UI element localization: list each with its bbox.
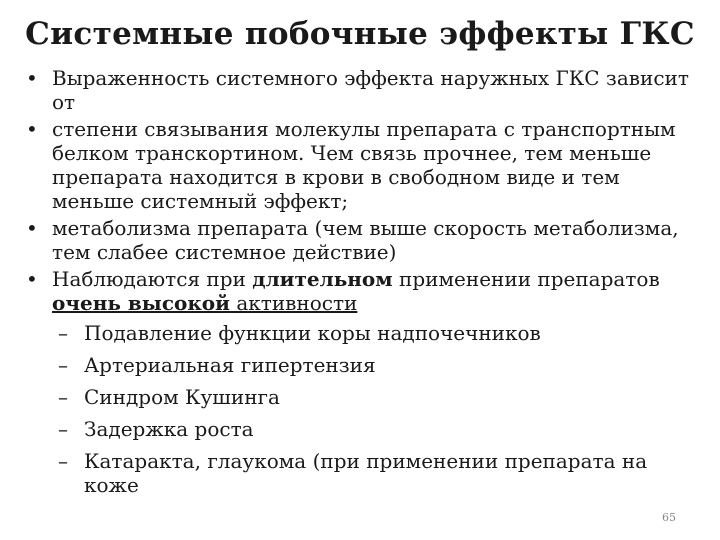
bullet-marker: • (26, 117, 38, 141)
bullet-marker: • (26, 267, 38, 291)
bullet-text-4-underline: активности (229, 291, 358, 315)
sub-item (26, 321, 708, 345)
dash-marker: – (58, 321, 68, 345)
dash-marker: – (58, 385, 68, 409)
bullet-text-4-bold: длительном (252, 267, 393, 291)
bullet-text-2: степени связывания молекулы препарата с транспортным белком транскортином. Чем связь прочнее, тем меньше препарата находится в крови в свободном виде и тем меньше системный эффект; (52, 117, 676, 213)
bullet-text-1: Выраженность системного эффекта наружных ГКС зависит от (52, 66, 689, 114)
bullet-item (26, 66, 708, 114)
sub-item-text: Подавление функции коры надпочечников (84, 321, 541, 345)
slide-content (26, 66, 708, 505)
dash-marker: – (58, 353, 68, 377)
sub-item (26, 385, 708, 409)
sub-item (26, 353, 708, 377)
sub-item-text: Катаракта, глаукома (при применении препарата на коже (84, 449, 648, 497)
dash-marker: – (58, 449, 68, 473)
sub-item (26, 417, 708, 441)
dash-marker: – (58, 417, 68, 441)
page-number: 65 (662, 511, 676, 524)
bullet-text-4-bold-underline: очень высокой (52, 291, 230, 315)
sub-item-text: Задержка роста (84, 417, 254, 441)
bullet-item (26, 117, 708, 213)
bullet-item (26, 267, 708, 315)
bullet-text-4-part3: применении препаратов (392, 267, 660, 291)
bullet-text-3: метаболизма препарата (чем выше скорость метаболизма, тем слабее системное действие) (52, 216, 679, 264)
bullet-marker: • (26, 216, 38, 240)
bullet-item (26, 216, 708, 264)
bullet-text-4-part1: Наблюдаются при (52, 267, 253, 291)
sub-item (26, 449, 708, 497)
sub-item-text: Артериальная гипертензия (84, 353, 376, 377)
sub-item-text: Синдром Кушинга (84, 385, 280, 409)
bullet-marker: • (26, 66, 38, 90)
slide-title: Системные побочные эффекты ГКС (25, 16, 695, 52)
